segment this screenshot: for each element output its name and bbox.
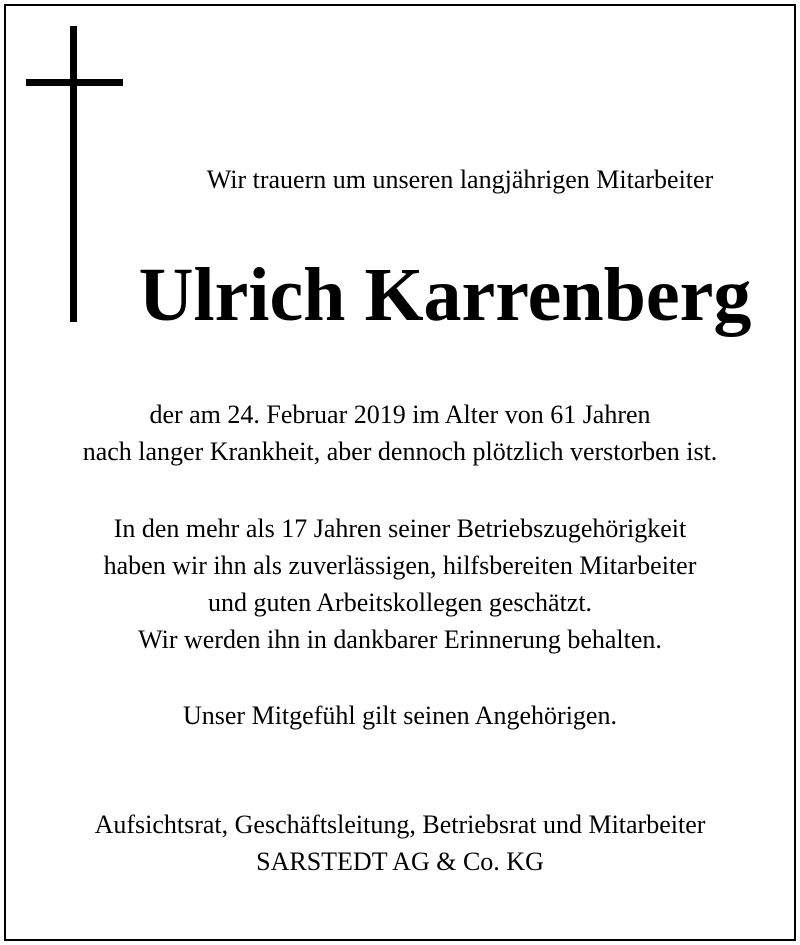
tenure-line: und guten Arbeitskollegen geschätzt. xyxy=(207,588,593,617)
cross-horizontal-bar xyxy=(26,79,123,86)
death-line: der am 24. Februar 2019 im Alter von 61 Jahren xyxy=(149,400,651,429)
notice-border xyxy=(4,4,796,941)
sympathy-text xyxy=(0,697,800,734)
intro-text: Wir trauern um unseren langjährigen Mitarbeiter xyxy=(206,165,714,194)
tenure-line: Wir werden ihn in dankbarer Erinnerung behalten. xyxy=(138,625,662,654)
death-details xyxy=(0,396,800,470)
sender-line: Aufsichtsrat, Geschäftsleitung, Betriebsrat und Mitarbeiter xyxy=(94,810,706,839)
tenure-paragraph xyxy=(0,510,800,658)
tenure-line: In den mehr als 17 Jahren seiner Betriebszugehörigkeit xyxy=(113,514,687,543)
deceased-name: Ulrich Karrenberg xyxy=(138,253,752,337)
company-name: SARSTEDT AG & Co. KG xyxy=(256,847,544,876)
sympathy-line: Unser Mitgefühl gilt seinen Angehörigen. xyxy=(183,701,617,730)
sender-block xyxy=(0,806,800,880)
death-line: nach langer Krankheit, aber dennoch plötzlich verstorben ist. xyxy=(82,437,718,466)
cross-vertical-bar xyxy=(70,26,77,322)
tenure-line: haben wir ihn als zuverlässigen, hilfsbereiten Mitarbeiter xyxy=(103,551,697,580)
